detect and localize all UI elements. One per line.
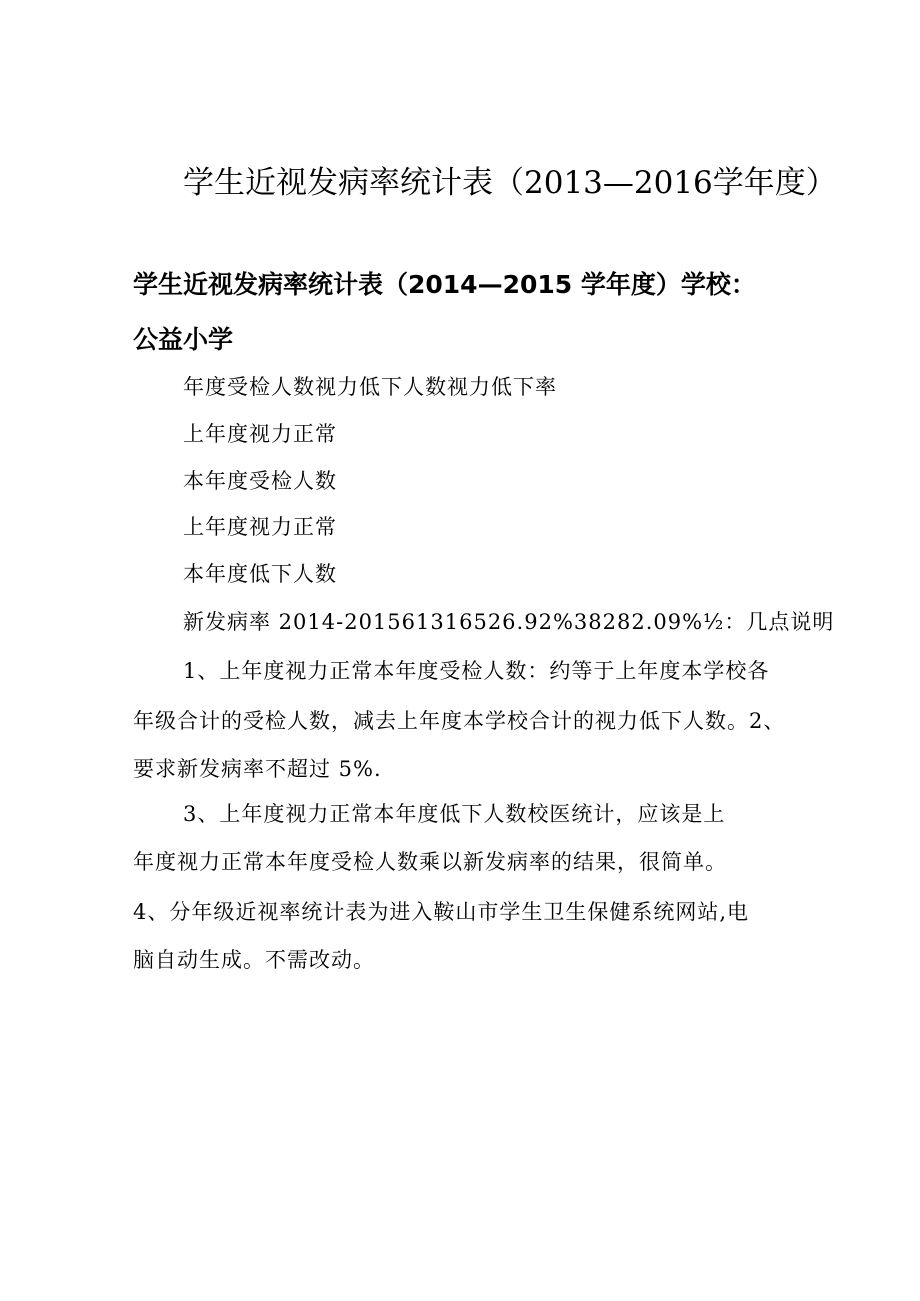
note-2-line: 要求新发病率不超过 5%.	[133, 757, 382, 781]
note-1-continuation: 年级合计的受检人数，减去上年度本学校合计的视力低下人数。2、	[133, 709, 786, 733]
table-header-line: 年度受检人数视力低下人数视力低下率	[183, 375, 557, 399]
note-4-continuation: 脑自动生成。不需改动。	[133, 948, 375, 972]
section-heading: 学生近视发病率统计表（2014—2015 学年度）学校：	[133, 270, 756, 299]
note-3-continuation: 年度视力正常本年度受检人数乘以新发病率的结果，很简单。	[133, 850, 727, 874]
rate-data-line: 新发病率 2014-201561316526.92%38282.09%½：几点说明	[183, 610, 835, 634]
note-3-line: 3、上年度视力正常本年度低下人数校医统计，应该是上	[183, 802, 726, 826]
text-line: 上年度视力正常	[183, 422, 337, 446]
text-line: 本年度低下人数	[183, 562, 337, 586]
note-4-line: 4、分年级近视率统计表为进入鞍山市学生卫生保健系统网站,电	[133, 900, 750, 924]
text-line: 上年度视力正常	[183, 515, 337, 539]
school-name-heading: 公益小学	[133, 325, 234, 354]
document-title: 学生近视发病率统计表（2013—2016学年度）	[183, 165, 837, 201]
text-line: 本年度受检人数	[183, 469, 337, 493]
note-1-line: 1、上年度视力正常本年度受检人数：约等于上年度本学校各	[183, 659, 770, 683]
